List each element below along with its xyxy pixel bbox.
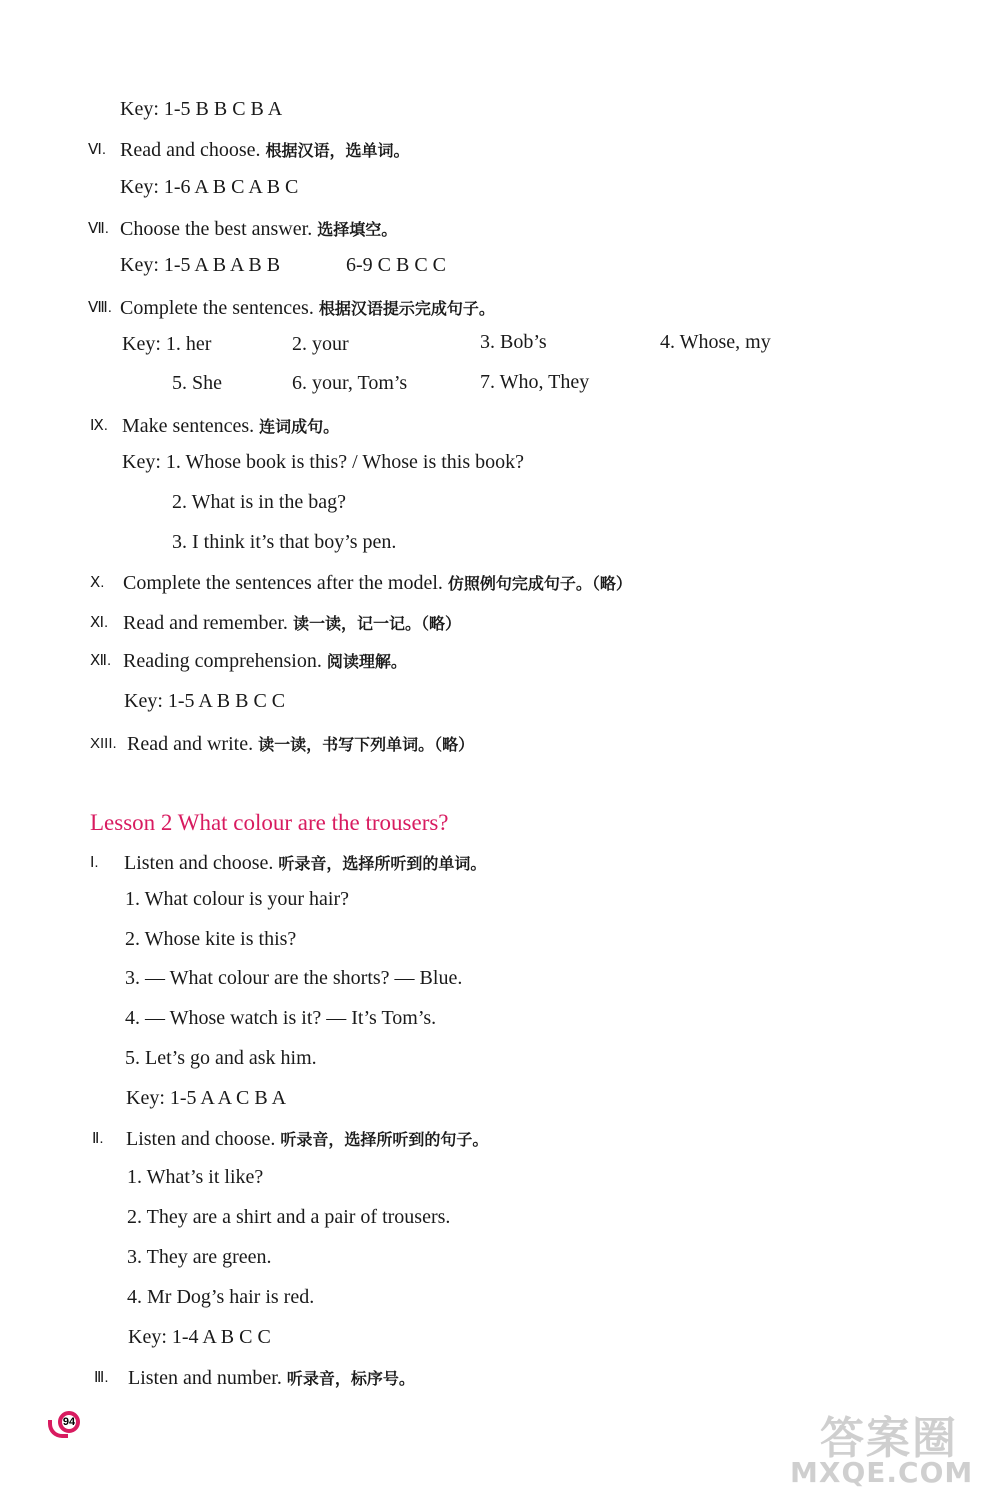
key-cell: 6. your, Tom’s: [292, 372, 408, 394]
section-number: Ⅵ.: [88, 141, 107, 158]
line-chinese: 连词成句。: [259, 417, 340, 436]
section-heading: [123, 570, 632, 597]
transcript-line: 1. What’s it like?: [127, 1166, 264, 1188]
section-number: Ⅷ.: [88, 299, 112, 316]
answer-key: [120, 252, 280, 279]
line-text: Read and write.: [127, 733, 254, 755]
transcript-line: 1. What colour is your hair?: [125, 888, 350, 910]
answer-key: [120, 96, 282, 123]
section-number: Ⅻ.: [90, 652, 112, 669]
line-text: Choose the best answer.: [120, 218, 313, 240]
watermark-text: 答案圈: [820, 1413, 958, 1464]
line-chinese: 听录音，标序号。: [286, 1369, 415, 1388]
section-heading: [126, 1126, 488, 1153]
section-number: Ⅺ.: [90, 614, 109, 631]
answer-key: Key: 1. Whose book is this? / Whose is this book?: [122, 451, 525, 473]
line-text: Read and remember.: [123, 612, 288, 634]
answer-key-extra: 6-9 C B C C: [346, 254, 447, 276]
section-heading: [123, 648, 407, 675]
section-heading: [123, 610, 461, 637]
section-heading: [128, 1365, 415, 1392]
section-number: Ⅹ.: [90, 574, 105, 591]
line-chinese: 听录音，选择所听到的句子。: [280, 1130, 489, 1149]
line-chinese: 选择填空。: [317, 220, 398, 239]
transcript-line: 3. They are green.: [127, 1246, 272, 1268]
line-chinese: 阅读理解。: [326, 652, 407, 671]
key-cell: 3. Bob’s: [480, 331, 547, 353]
transcript-line: 5. Let’s go and ask him.: [125, 1047, 317, 1069]
transcript-line: 4. Mr Dog’s hair is red.: [127, 1286, 315, 1308]
line-text: Read and choose.: [120, 139, 261, 161]
line-text: Make sentences.: [122, 415, 255, 437]
section-number: XIII.: [90, 735, 117, 752]
line-text: Listen and number.: [128, 1367, 282, 1389]
line-chinese: 根据汉语提示完成句子。: [318, 299, 495, 318]
line-text: Listen and choose.: [126, 1128, 276, 1150]
section-heading: [120, 216, 397, 243]
line-chinese: 读一读，书写下列单词。（略）: [258, 735, 475, 754]
key-cell: 2. your: [292, 333, 349, 355]
section-heading: [122, 413, 339, 440]
watermark-logo: [790, 1400, 990, 1492]
line-chinese: 听录音，选择所听到的单词。: [278, 854, 487, 873]
answer-line: 2. What is in the bag?: [172, 491, 347, 513]
line-text: Reading comprehension.: [123, 650, 322, 672]
line-text: Complete the sentences after the model.: [123, 572, 443, 594]
transcript-line: 3. — What colour are the shorts? — Blue.: [125, 967, 463, 989]
section-number: Ⅲ.: [94, 1369, 109, 1386]
section-number: Ⅶ.: [88, 220, 109, 237]
transcript-line: 4. — Whose watch is it? — It’s Tom’s.: [125, 1007, 437, 1029]
line-text: Complete the sentences.: [120, 297, 314, 319]
section-heading: [124, 850, 486, 877]
line-text: Key: 1-5 B B C B A: [120, 98, 283, 120]
key-cell: 5. She: [172, 372, 222, 394]
key-cell: 7. Who, They: [480, 371, 590, 393]
answer-key: [120, 174, 298, 201]
line-text: Key: 1-5 A B A B B: [120, 254, 281, 276]
section-number: Ⅸ.: [90, 417, 108, 434]
answer-key: Key: 1-4 A B C C: [128, 1326, 271, 1348]
answer-key: Key: 1-5 A B B C C: [124, 690, 286, 712]
answer-line: 3. I think it’s that boy’s pen.: [172, 531, 397, 553]
line-chinese: 仿照例句完成句子。（略）: [447, 574, 632, 593]
line-text: Listen and choose.: [124, 852, 274, 874]
key-cell: Key: 1. her: [122, 333, 212, 355]
section-number: Ⅰ.: [90, 854, 99, 871]
watermark-url: MXQE.COM: [790, 1456, 974, 1489]
section-heading: [127, 731, 474, 758]
lesson-title: Lesson 2 What colour are the trousers?: [90, 810, 449, 835]
key-cell: 4. Whose, my: [660, 331, 771, 353]
section-number: Ⅱ.: [92, 1130, 104, 1147]
line-text: Key: 1-6 A B C A B C: [120, 176, 299, 198]
transcript-line: 2. They are a shirt and a pair of trousers.: [127, 1206, 451, 1228]
answer-key: Key: 1-5 A A C B A: [126, 1087, 287, 1109]
section-heading: [120, 137, 410, 164]
line-chinese: 读一读，记一记。（略）: [292, 614, 461, 633]
page-number: 94: [62, 1416, 76, 1428]
section-heading: [120, 295, 495, 322]
line-chinese: 根据汉语，选单词。: [265, 141, 410, 160]
transcript-line: 2. Whose kite is this?: [125, 928, 297, 950]
page-number-badge: [48, 1406, 86, 1440]
